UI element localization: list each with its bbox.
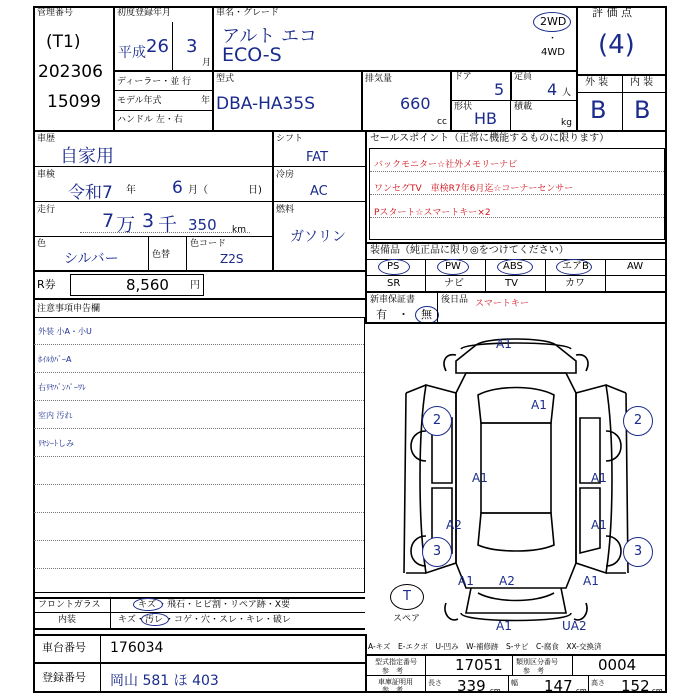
- damage-mark: A1: [531, 398, 547, 412]
- equip-pw: PW: [445, 261, 461, 272]
- damage-mark: 2: [633, 413, 643, 428]
- mileage-label: 走行: [37, 205, 56, 215]
- note-line: [34, 540, 364, 541]
- sales-line: [370, 194, 664, 195]
- divider: [33, 270, 365, 272]
- spare-label: T: [403, 589, 411, 604]
- type-designation-label: 型式指定番号: [375, 658, 417, 666]
- mgmt-label: 管理番号: [37, 8, 74, 18]
- equipment-label: 装備品（純正品に限り◎をつけてください）: [370, 245, 569, 256]
- divider: [365, 130, 367, 322]
- note-5: ﾘﾔｼｰﾄしみ: [38, 439, 74, 448]
- divider: [186, 236, 187, 270]
- damage-mark-circle: [623, 406, 653, 436]
- note-1: 外装 小A・小U: [38, 327, 92, 336]
- ac-value: AC: [310, 184, 328, 199]
- mileage-unit: km: [232, 225, 246, 235]
- note-line: [34, 568, 364, 569]
- mileage-man: 7: [102, 210, 115, 232]
- registration-label: 登録番号: [42, 671, 86, 684]
- mileage-rest: 350: [188, 216, 217, 234]
- damage-mark: A1: [496, 337, 512, 351]
- divider: [425, 654, 426, 693]
- divider: [576, 74, 667, 76]
- width-unit: cm: [576, 687, 587, 695]
- type-label: 型式: [216, 74, 235, 84]
- note-line: [34, 428, 364, 429]
- keys-label: 後日品: [441, 295, 469, 305]
- inspection-label: 車検: [37, 170, 56, 180]
- mileage-sen: 3: [142, 210, 155, 232]
- color-code-label: 色コード: [190, 239, 227, 249]
- first-reg-month: 3: [186, 36, 198, 57]
- divider: [33, 634, 365, 636]
- divider: [576, 6, 578, 130]
- displacement-unit: cc: [437, 117, 447, 127]
- inspection-day-unit: 日): [248, 185, 262, 196]
- damage-mark: 3: [633, 544, 643, 559]
- divider: [485, 259, 486, 291]
- damage-mark: A1: [458, 574, 474, 588]
- divider: [361, 70, 363, 130]
- recycle-box: [70, 274, 204, 296]
- cert-label: 車庫証明用: [378, 678, 413, 686]
- note-2: ﾎｲﾙｶﾊﾞｰA: [38, 355, 72, 364]
- type-designation-sub: 参 考: [382, 667, 403, 675]
- capacity-value: 4: [547, 80, 558, 99]
- damage-mark: 3: [432, 544, 442, 559]
- drive-2wd-circle: [533, 12, 571, 32]
- divider: [33, 236, 272, 237]
- length-value: 339: [457, 677, 486, 695]
- divider: [212, 6, 214, 130]
- color-code-value: Z2S: [220, 252, 244, 266]
- exterior-value: B: [590, 96, 607, 124]
- length-unit: cm: [490, 687, 501, 695]
- spare-caption: スペア: [393, 614, 421, 624]
- displacement-label: 排気量: [365, 74, 393, 84]
- fuel-value: ガソリン: [290, 229, 346, 245]
- mgmt-value-2: 202306: [38, 62, 103, 82]
- inspection-year-unit: 年: [126, 185, 136, 196]
- ac-label: 冷房: [276, 170, 295, 180]
- damage-mark: 2: [432, 413, 442, 428]
- car-name: アルト エコ: [222, 26, 318, 47]
- divider: [508, 675, 509, 693]
- color-value: シルバー: [64, 251, 119, 267]
- note-line: [34, 400, 364, 401]
- divider: [113, 70, 577, 72]
- height-label: 高さ: [591, 679, 605, 687]
- note-3: 右ﾘﾔﾊﾞﾝﾊﾟｰﾜﾚ: [38, 383, 86, 392]
- interior-yogore-circle: [141, 613, 169, 626]
- divider: [365, 275, 667, 276]
- divider: [33, 662, 365, 664]
- glass-opt-kizu: キズ: [138, 600, 156, 610]
- equip-navi: ナビ: [444, 278, 464, 289]
- type-designation-value: 17051: [455, 656, 503, 674]
- divider: [33, 612, 365, 613]
- interior-opt-pre: キズ・: [118, 615, 145, 625]
- sales-line: [370, 171, 664, 172]
- width-value: 147: [544, 677, 573, 695]
- class-sub: 参 考: [523, 667, 544, 675]
- divider: [510, 70, 512, 100]
- divider: [545, 259, 546, 291]
- class-label: 類別区分番号: [516, 658, 558, 666]
- keys-value: スマートキー: [475, 299, 529, 309]
- color-change-label: 色替: [152, 250, 171, 260]
- spare-tire-icon: [390, 584, 424, 610]
- damage-mark-circle: [623, 537, 653, 567]
- divider: [622, 74, 623, 130]
- equip-pw-circle: [437, 259, 469, 275]
- inspection-era: 令和7: [68, 183, 113, 203]
- divider: [272, 166, 365, 167]
- damage-mark: A2: [499, 574, 515, 588]
- class-value: 0004: [598, 656, 637, 674]
- color-label: 色: [37, 239, 47, 249]
- mileage-man-unit: 万: [116, 214, 136, 236]
- door-label: ドア: [454, 72, 472, 82]
- type-value: DBA-HA35S: [216, 94, 315, 114]
- equip-ps-circle: [378, 259, 410, 275]
- damage-mark: A1: [591, 518, 607, 532]
- divider: [172, 22, 173, 70]
- cert-sub: 参 考: [382, 686, 403, 694]
- model-year-unit: 年: [201, 96, 211, 106]
- warranty-dot: ・: [398, 308, 409, 321]
- divider: [365, 675, 667, 676]
- damage-mark: A1: [472, 471, 488, 485]
- fuel-label: 燃料: [276, 205, 295, 215]
- equip-aw: AW: [627, 261, 644, 272]
- chassis-value: 176034: [110, 640, 164, 656]
- divider: [272, 201, 365, 202]
- recycle-label: R券: [37, 278, 56, 291]
- equip-tv: TV: [505, 278, 518, 289]
- warranty-yes: 有: [376, 308, 387, 321]
- interior-opt-rest: ・コゲ・穴・スレ・キレ・破レ: [165, 615, 291, 625]
- rating-value: (4): [598, 30, 635, 60]
- displacement-value: 660: [400, 94, 431, 113]
- divider: [605, 259, 606, 291]
- divider: [100, 634, 101, 693]
- divider: [113, 90, 212, 91]
- glass-opt-rest: ・飛石・ヒビ割・リペア跡・X要: [158, 600, 290, 610]
- mgmt-value-3: 15099: [47, 92, 102, 112]
- sales-point-2: ワンセグTV 車検R7年6月迄☆コーナーセンサー: [374, 184, 574, 194]
- model-year-label: モデル年式: [117, 96, 162, 106]
- interior-label: 内装: [58, 615, 77, 625]
- divider: [365, 242, 667, 244]
- drive-2wd: 2WD: [540, 15, 567, 28]
- divider: [425, 259, 426, 291]
- recycle-unit: 円: [190, 280, 200, 291]
- first-reg-month-unit: 月: [202, 58, 212, 68]
- rating-label: 評 価 点: [592, 6, 632, 19]
- divider: [110, 597, 111, 628]
- shape-value: HB: [474, 109, 498, 128]
- first-reg-year: 26: [146, 36, 169, 57]
- note-4: 室内 汚れ: [38, 411, 73, 420]
- divider: [576, 92, 667, 93]
- equip-abs: ABS: [503, 261, 523, 272]
- drive-dot: ・: [548, 34, 558, 44]
- divider: [512, 654, 513, 675]
- recycle-value: 8,560: [126, 276, 169, 294]
- note-line: [34, 456, 364, 457]
- chassis-label: 車台番号: [42, 641, 86, 654]
- divider: [365, 634, 367, 693]
- divider: [450, 100, 577, 101]
- height-value: 152: [621, 677, 650, 695]
- height-unit: cm: [652, 687, 663, 695]
- damage-legend: A-キズ E-エクボ U-凹み W-補修跡 S-サビ C-腐食 XX-交換済: [368, 642, 602, 651]
- history-label: 車歴: [37, 134, 56, 144]
- warranty-label: 新車保証書: [370, 295, 416, 305]
- divider: [113, 110, 212, 111]
- divider: [33, 298, 365, 300]
- note-line: [34, 372, 364, 373]
- registration-value: 岡山 581 ほ 403: [110, 673, 219, 689]
- sales-point-3: Pスタート☆スマートキー×2: [374, 208, 491, 218]
- mileage-sen-unit: 千: [158, 214, 178, 236]
- equip-sr: SR: [387, 278, 401, 289]
- notes-box: [33, 317, 365, 593]
- load-unit: kg: [561, 118, 572, 128]
- glass-label: フロントガラス: [38, 600, 101, 610]
- damage-mark-circle: [422, 537, 452, 567]
- note-line: [34, 484, 364, 485]
- divider: [113, 6, 115, 130]
- divider: [510, 100, 511, 130]
- equip-leather: カワ: [565, 278, 585, 289]
- first-reg-era: 平成: [118, 45, 146, 61]
- handle-label: ハンドル 左・右: [117, 115, 183, 125]
- equip-airbag-circle: [556, 259, 592, 275]
- divider: [437, 291, 438, 322]
- damage-mark-circle: [422, 406, 452, 436]
- shift-label: シフト: [276, 134, 304, 144]
- length-label: 長さ: [428, 679, 442, 687]
- history-value: 自家用: [60, 146, 114, 167]
- shift-value: FAT: [306, 150, 329, 165]
- divider: [365, 291, 667, 293]
- divider: [588, 675, 589, 693]
- divider: [572, 654, 573, 675]
- exterior-label: 外 装: [585, 77, 609, 88]
- note-line: [34, 512, 364, 513]
- door-value: 5: [494, 80, 505, 99]
- sales-point-1: バックモニター☆社外メモリーナビ: [374, 160, 518, 170]
- damage-mark: UA2: [562, 619, 587, 633]
- width-label: 幅: [511, 679, 518, 687]
- capacity-label: 定員: [514, 72, 533, 82]
- mgmt-value-1: (T1): [46, 32, 81, 52]
- load-label: 積載: [514, 102, 533, 112]
- inspection-month-unit: 月（: [188, 185, 208, 196]
- divider: [33, 130, 667, 132]
- note-line: [34, 344, 364, 345]
- damage-mark: A2: [446, 518, 462, 532]
- divider: [148, 236, 149, 270]
- equip-airbag: エアB: [562, 261, 589, 272]
- inspection-month: 6: [172, 178, 183, 198]
- damage-mark: A1: [583, 574, 599, 588]
- mileage-dots: [80, 232, 250, 233]
- equip-abs-circle: [497, 259, 533, 275]
- interior-value: B: [634, 96, 651, 124]
- dealer-label: ディーラー・並 行: [117, 77, 192, 87]
- divider: [33, 628, 365, 630]
- damage-mark: A1: [591, 471, 607, 485]
- divider: [272, 130, 274, 270]
- notes-label: 注意事項申告欄: [37, 304, 101, 314]
- warranty-no: 無: [421, 308, 432, 321]
- equip-ps: PS: [387, 261, 400, 272]
- damage-mark: A1: [496, 619, 512, 633]
- interior-opt-yogore: 汚レ: [145, 615, 164, 625]
- name-label: 車名・グレード: [216, 8, 280, 18]
- glass-kizu-circle: [133, 598, 163, 611]
- shape-label: 形状: [454, 102, 473, 112]
- divider: [33, 597, 365, 599]
- car-grade: ECO-S: [222, 44, 282, 66]
- interior-label: 内 装: [630, 77, 654, 88]
- sales-points-label: セールスポイント（正常に機能するものに限ります）: [370, 133, 610, 144]
- drive-4wd: 4WD: [541, 47, 565, 58]
- capacity-unit: 人: [562, 88, 572, 98]
- first-reg-label: 初度登録年月: [117, 8, 172, 18]
